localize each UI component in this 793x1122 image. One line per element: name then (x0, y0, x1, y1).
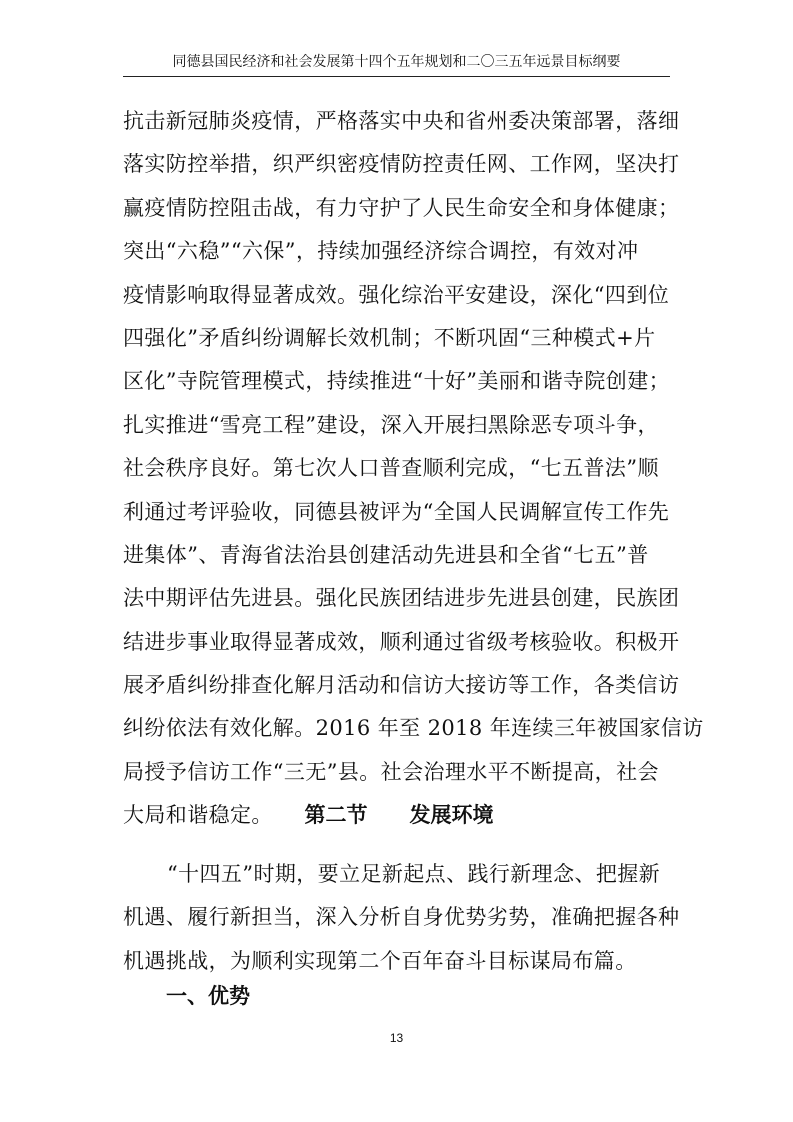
text-line: 法中期评估先进县。强化民族团结进步先进县创建，民族团 (123, 586, 680, 611)
text-line: 机遇、履行新担当，深入分析自身优势劣势，准确把握各种 (123, 905, 680, 930)
body-paragraph (123, 100, 704, 838)
text-line: 区化”寺院管理模式，持续推进“十好”美丽和谐寺院创建； (123, 369, 671, 394)
text-line: 抗击新冠肺炎疫情，严格落实中央和省州委决策部署，落细 (123, 109, 680, 133)
text-line: 突出“六稳”“六保”，持续加强经济综合调控，有效对冲 (123, 239, 639, 264)
text-line: 展矛盾纠纷排查化解月活动和信访大接访等工作，各类信访 (123, 673, 680, 698)
header-divider (123, 76, 670, 77)
text-line: 大局和谐稳定。 (123, 803, 273, 828)
text-line: 扎实推进“雪亮工程”建设，深入开展扫黑除恶专项斗争， (123, 412, 659, 437)
text-line: 社会秩序良好。第七次人口普查顺利完成，“七五普法”顺 (123, 456, 659, 481)
page-number: 13 (389, 1031, 404, 1045)
section-intro-paragraph (123, 853, 680, 983)
subsection-heading: 一、优势 (166, 984, 250, 1008)
text-line: 利通过考评验收，同德县被评为“全国人民调解宣传工作先 (123, 499, 670, 524)
section-heading: 第二节 发展环境 (304, 803, 494, 827)
text-line: 机遇挑战，为顺利实现第二个百年奋斗目标谋局布篇。 (123, 948, 637, 973)
text-line: 赢疫情防控阻击战，有力守护了人民生命安全和身体健康； (123, 195, 680, 220)
text-line: 纠纷依法有效化解。2016 年至 2018 年连续三年被国家信访 (123, 716, 704, 741)
text-line: 落实防控举措，织严织密疫情防控责任网、工作网，坚决打 (123, 152, 680, 177)
text-line: 结进步事业取得显著成效，顺利通过省级考核验收。积极开 (123, 629, 680, 654)
text-line: 四强化”矛盾纠纷调解长效机制；不断巩固“三种模式+片 (123, 325, 656, 350)
text-line: 进集体”、青海省法治县创建活动先进县和全省“七五”普 (123, 542, 649, 567)
text-line: 局授予信访工作“三无”县。社会治理水平不断提高，社会 (123, 759, 659, 784)
text-line: “十四五”时期，要立足新起点、践行新理念、把握新 (167, 862, 661, 886)
text-line: 疫情影响取得显著成效。强化综治平安建设，深化“四到位 (123, 282, 670, 307)
running-header: 同德县国民经济和社会发展第十四个五年规划和二〇三五年远景目标纲要 (172, 54, 621, 70)
